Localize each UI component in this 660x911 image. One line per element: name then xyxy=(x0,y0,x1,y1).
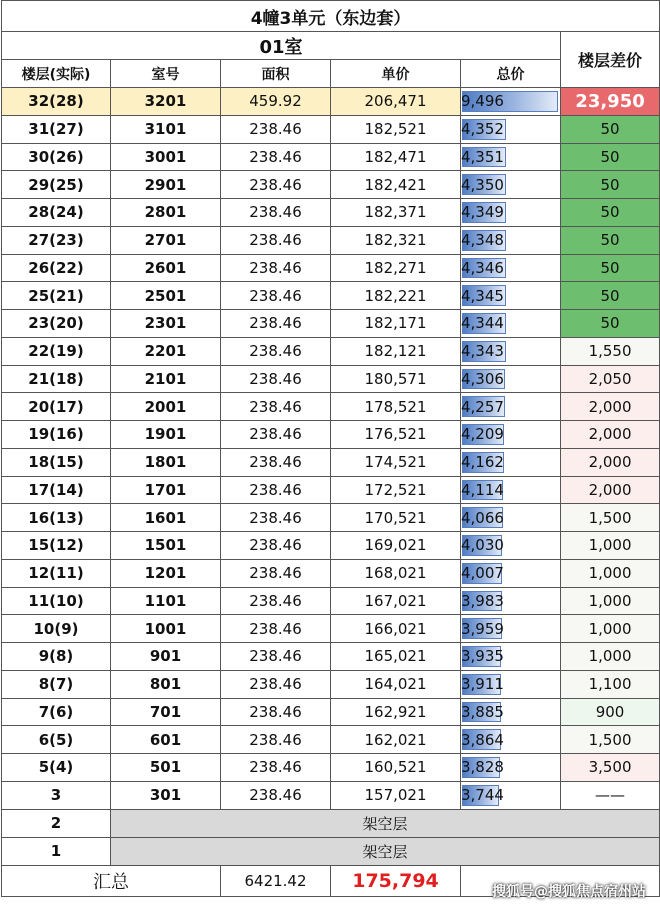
room-number-cell: 701 xyxy=(111,698,221,726)
floor-diff-cell: 50 xyxy=(561,282,660,310)
table-row xyxy=(2,615,660,643)
area-cell: 238.46 xyxy=(221,199,331,227)
floor-diff-cell: 1,000 xyxy=(561,587,660,615)
total-price-value: 4,209 xyxy=(461,425,504,444)
floor-diff-cell: 50 xyxy=(561,115,660,143)
unit-price-cell: 182,321 xyxy=(331,226,461,254)
area-cell: 238.46 xyxy=(221,393,331,421)
room-number-cell: 2201 xyxy=(111,337,221,365)
unit-price-cell: 157,021 xyxy=(331,781,461,809)
table-row xyxy=(2,421,660,449)
floor-diff-cell: —— xyxy=(561,781,660,809)
room-number-cell: 301 xyxy=(111,781,221,809)
column-header-unit-price: 单价 xyxy=(331,60,461,88)
unit-price-cell: 206,471 xyxy=(331,88,461,116)
floor-diff-cell: 2,000 xyxy=(561,421,660,449)
floor-diff-cell: 1,000 xyxy=(561,559,660,587)
table-row xyxy=(2,365,660,393)
table-row xyxy=(2,670,660,698)
room-label-row xyxy=(2,32,660,60)
area-cell: 238.46 xyxy=(221,337,331,365)
table-row xyxy=(2,476,660,504)
room-number-cell: 601 xyxy=(111,726,221,754)
total-price-value: 4,306 xyxy=(461,369,504,388)
total-price-value: 3,828 xyxy=(461,758,504,777)
room-number-cell: 801 xyxy=(111,670,221,698)
room-number-cell: 1901 xyxy=(111,421,221,449)
floor-diff-header: 楼层差价 xyxy=(561,32,660,88)
unit-price-cell: 172,521 xyxy=(331,476,461,504)
unit-price-cell: 162,021 xyxy=(331,726,461,754)
floor-cell: 32(28) xyxy=(2,88,111,116)
total-price-value: 3,744 xyxy=(461,786,504,805)
table-row xyxy=(2,88,660,116)
floor-cell: 12(11) xyxy=(2,559,111,587)
room-number-cell: 1101 xyxy=(111,587,221,615)
total-price-cell xyxy=(461,365,561,393)
floor-cell: 30(26) xyxy=(2,143,111,171)
table-row xyxy=(2,393,660,421)
price-table xyxy=(1,0,660,897)
total-price-cell xyxy=(461,559,561,587)
area-cell: 238.46 xyxy=(221,310,331,338)
column-header-floor: 楼层(实际) xyxy=(2,60,111,88)
unit-price-cell: 166,021 xyxy=(331,615,461,643)
area-cell: 238.46 xyxy=(221,615,331,643)
price-table-body xyxy=(2,1,660,897)
room-number-cell: 3101 xyxy=(111,115,221,143)
unit-price-cell: 170,521 xyxy=(331,504,461,532)
room-number-cell: 3201 xyxy=(111,88,221,116)
total-price-cell xyxy=(461,226,561,254)
floor-diff-cell: 3,500 xyxy=(561,754,660,782)
unit-price-cell: 182,171 xyxy=(331,310,461,338)
area-cell: 238.46 xyxy=(221,365,331,393)
summary-total-price: 175,794 xyxy=(331,865,461,896)
floor-cell: 25(21) xyxy=(2,282,111,310)
table-row xyxy=(2,310,660,338)
total-price-value: 4,350 xyxy=(461,175,504,194)
total-price-value: 4,346 xyxy=(461,258,504,277)
room-number-cell: 2101 xyxy=(111,365,221,393)
area-cell: 238.46 xyxy=(221,115,331,143)
room-number-cell: 501 xyxy=(111,754,221,782)
table-row xyxy=(2,726,660,754)
floor-diff-cell: 1,550 xyxy=(561,337,660,365)
area-cell: 238.46 xyxy=(221,754,331,782)
floor-diff-cell: 1,000 xyxy=(561,532,660,560)
total-price-cell xyxy=(461,88,561,116)
table-row xyxy=(2,143,660,171)
floor-diff-cell: 50 xyxy=(561,143,660,171)
total-price-value: 4,343 xyxy=(461,342,504,361)
total-price-cell xyxy=(461,254,561,282)
table-row xyxy=(2,171,660,199)
floor-cell: 19(16) xyxy=(2,421,111,449)
room-number-cell: 1001 xyxy=(111,615,221,643)
floor-diff-cell: 1,000 xyxy=(561,615,660,643)
table-row xyxy=(2,226,660,254)
total-price-cell xyxy=(461,199,561,227)
unit-price-cell: 169,021 xyxy=(331,532,461,560)
summary-area: 6421.42 xyxy=(221,865,331,896)
total-price-cell xyxy=(461,337,561,365)
area-cell: 238.46 xyxy=(221,448,331,476)
floor-cell: 10(9) xyxy=(2,615,111,643)
floor-cell: 31(27) xyxy=(2,115,111,143)
total-price-cell xyxy=(461,115,561,143)
floor-cell: 1 xyxy=(2,837,111,865)
total-price-cell xyxy=(461,476,561,504)
table-row xyxy=(2,532,660,560)
total-price-cell xyxy=(461,310,561,338)
title-row xyxy=(2,1,660,32)
unit-price-cell: 162,921 xyxy=(331,698,461,726)
total-price-value: 4,348 xyxy=(461,231,504,250)
floor-diff-cell: 900 xyxy=(561,698,660,726)
room-label: 01室 xyxy=(2,32,561,60)
room-number-cell: 901 xyxy=(111,643,221,671)
total-price-cell xyxy=(461,504,561,532)
floor-cell: 3 xyxy=(2,781,111,809)
unit-price-cell: 182,371 xyxy=(331,199,461,227)
floor-cell: 29(25) xyxy=(2,171,111,199)
floor-cell: 6(5) xyxy=(2,726,111,754)
total-price-value: 3,935 xyxy=(461,647,504,666)
total-price-cell xyxy=(461,448,561,476)
room-number-cell: 1501 xyxy=(111,532,221,560)
floor-cell: 23(20) xyxy=(2,310,111,338)
area-cell: 238.46 xyxy=(221,171,331,199)
unit-price-cell: 178,521 xyxy=(331,393,461,421)
room-number-cell: 2001 xyxy=(111,393,221,421)
room-number-cell: 2301 xyxy=(111,310,221,338)
area-cell: 238.46 xyxy=(221,670,331,698)
total-price-value: 4,349 xyxy=(461,203,504,222)
table-row xyxy=(2,282,660,310)
total-price-value: 4,345 xyxy=(461,286,504,305)
stilt-floor-label: 架空层 xyxy=(111,837,660,865)
unit-price-cell: 167,021 xyxy=(331,587,461,615)
table-row xyxy=(2,504,660,532)
column-header-total-price: 总价 xyxy=(461,60,561,88)
table-row xyxy=(2,115,660,143)
room-number-cell: 1201 xyxy=(111,559,221,587)
unit-price-cell: 164,021 xyxy=(331,670,461,698)
total-price-cell xyxy=(461,393,561,421)
unit-price-cell: 182,221 xyxy=(331,282,461,310)
area-cell: 238.46 xyxy=(221,726,331,754)
floor-diff-cell: 1,500 xyxy=(561,726,660,754)
total-price-value: 4,030 xyxy=(461,536,504,555)
unit-price-cell: 180,571 xyxy=(331,365,461,393)
floor-cell: 26(22) xyxy=(2,254,111,282)
unit-price-cell: 174,521 xyxy=(331,448,461,476)
area-cell: 238.46 xyxy=(221,504,331,532)
total-price-cell xyxy=(461,532,561,560)
total-price-value: 4,257 xyxy=(461,397,504,416)
area-cell: 238.46 xyxy=(221,476,331,504)
floor-diff-cell: 50 xyxy=(561,171,660,199)
table-title: 4幢3单元（东边套） xyxy=(2,1,660,32)
total-price-value: 4,066 xyxy=(461,508,504,527)
room-number-cell: 1601 xyxy=(111,504,221,532)
room-number-cell: 2701 xyxy=(111,226,221,254)
stilt-row xyxy=(2,809,660,837)
total-price-cell xyxy=(461,171,561,199)
total-price-cell xyxy=(461,726,561,754)
area-cell: 238.46 xyxy=(221,698,331,726)
table-row xyxy=(2,254,660,282)
table-row xyxy=(2,643,660,671)
floor-diff-cell: 2,000 xyxy=(561,476,660,504)
total-price-value: 3,983 xyxy=(461,591,504,610)
table-row xyxy=(2,337,660,365)
total-price-cell xyxy=(461,587,561,615)
total-price-value: 4,352 xyxy=(461,120,504,139)
room-number-cell: 3001 xyxy=(111,143,221,171)
room-number-cell: 2901 xyxy=(111,171,221,199)
unit-price-cell: 165,021 xyxy=(331,643,461,671)
total-price-value: 3,911 xyxy=(461,675,504,694)
total-price-value: 3,864 xyxy=(461,730,504,749)
total-price-value: 4,162 xyxy=(461,453,504,472)
total-price-value: 9,496 xyxy=(461,92,504,111)
table-row xyxy=(2,781,660,809)
column-header-area: 面积 xyxy=(221,60,331,88)
area-cell: 238.46 xyxy=(221,143,331,171)
floor-diff-cell: 1,100 xyxy=(561,670,660,698)
unit-price-cell: 182,471 xyxy=(331,143,461,171)
floor-cell: 17(14) xyxy=(2,476,111,504)
total-price-cell xyxy=(461,643,561,671)
room-number-cell: 2601 xyxy=(111,254,221,282)
unit-price-cell: 182,271 xyxy=(331,254,461,282)
floor-cell: 5(4) xyxy=(2,754,111,782)
unit-price-cell: 160,521 xyxy=(331,754,461,782)
area-cell: 238.46 xyxy=(221,421,331,449)
area-cell: 238.46 xyxy=(221,532,331,560)
floor-diff-cell: 50 xyxy=(561,254,660,282)
floor-diff-cell: 23,950 xyxy=(561,88,660,116)
summary-label: 汇总 xyxy=(2,865,221,896)
floor-diff-cell: 2,000 xyxy=(561,393,660,421)
floor-cell: 9(8) xyxy=(2,643,111,671)
area-cell: 238.46 xyxy=(221,226,331,254)
floor-diff-cell: 50 xyxy=(561,199,660,227)
floor-cell: 28(24) xyxy=(2,199,111,227)
area-cell: 238.46 xyxy=(221,254,331,282)
floor-cell: 22(19) xyxy=(2,337,111,365)
total-price-value: 4,007 xyxy=(461,564,504,583)
unit-price-cell: 182,121 xyxy=(331,337,461,365)
total-price-cell xyxy=(461,143,561,171)
table-row xyxy=(2,698,660,726)
watermark: 搜狐号@搜狐焦点宿州站 xyxy=(492,884,646,900)
area-cell: 238.46 xyxy=(221,643,331,671)
floor-diff-cell: 2,000 xyxy=(561,448,660,476)
floor-cell: 16(13) xyxy=(2,504,111,532)
floor-cell: 15(12) xyxy=(2,532,111,560)
floor-cell: 8(7) xyxy=(2,670,111,698)
unit-price-cell: 168,021 xyxy=(331,559,461,587)
room-number-cell: 1701 xyxy=(111,476,221,504)
table-row xyxy=(2,199,660,227)
floor-cell: 18(15) xyxy=(2,448,111,476)
table-row xyxy=(2,754,660,782)
total-price-value: 4,344 xyxy=(461,314,504,333)
unit-price-cell: 176,521 xyxy=(331,421,461,449)
area-cell: 238.46 xyxy=(221,587,331,615)
table-row xyxy=(2,559,660,587)
table-row xyxy=(2,448,660,476)
area-cell: 238.46 xyxy=(221,781,331,809)
floor-diff-cell: 1,000 xyxy=(561,643,660,671)
total-price-cell xyxy=(461,282,561,310)
stilt-row xyxy=(2,837,660,865)
total-price-cell xyxy=(461,615,561,643)
floor-cell: 7(6) xyxy=(2,698,111,726)
total-price-cell xyxy=(461,421,561,449)
stilt-floor-label: 架空层 xyxy=(111,809,660,837)
total-price-cell xyxy=(461,670,561,698)
total-price-cell xyxy=(461,754,561,782)
column-header-room: 室号 xyxy=(111,60,221,88)
area-cell: 459.92 xyxy=(221,88,331,116)
floor-diff-cell: 1,500 xyxy=(561,504,660,532)
floor-cell: 2 xyxy=(2,809,111,837)
total-price-value: 3,885 xyxy=(461,702,504,721)
floor-diff-cell: 50 xyxy=(561,226,660,254)
total-price-cell xyxy=(461,698,561,726)
total-price-value: 3,959 xyxy=(461,619,504,638)
room-number-cell: 2801 xyxy=(111,199,221,227)
total-price-value: 4,351 xyxy=(461,147,504,166)
floor-diff-cell: 50 xyxy=(561,310,660,338)
floor-cell: 21(18) xyxy=(2,365,111,393)
unit-price-cell: 182,521 xyxy=(331,115,461,143)
unit-price-cell: 182,421 xyxy=(331,171,461,199)
floor-cell: 27(23) xyxy=(2,226,111,254)
total-price-value: 4,114 xyxy=(461,480,504,499)
floor-cell: 20(17) xyxy=(2,393,111,421)
room-number-cell: 1801 xyxy=(111,448,221,476)
floor-cell: 11(10) xyxy=(2,587,111,615)
table-row xyxy=(2,587,660,615)
total-price-cell xyxy=(461,781,561,809)
area-cell: 238.46 xyxy=(221,282,331,310)
area-cell: 238.46 xyxy=(221,559,331,587)
floor-diff-cell: 2,050 xyxy=(561,365,660,393)
room-number-cell: 2501 xyxy=(111,282,221,310)
